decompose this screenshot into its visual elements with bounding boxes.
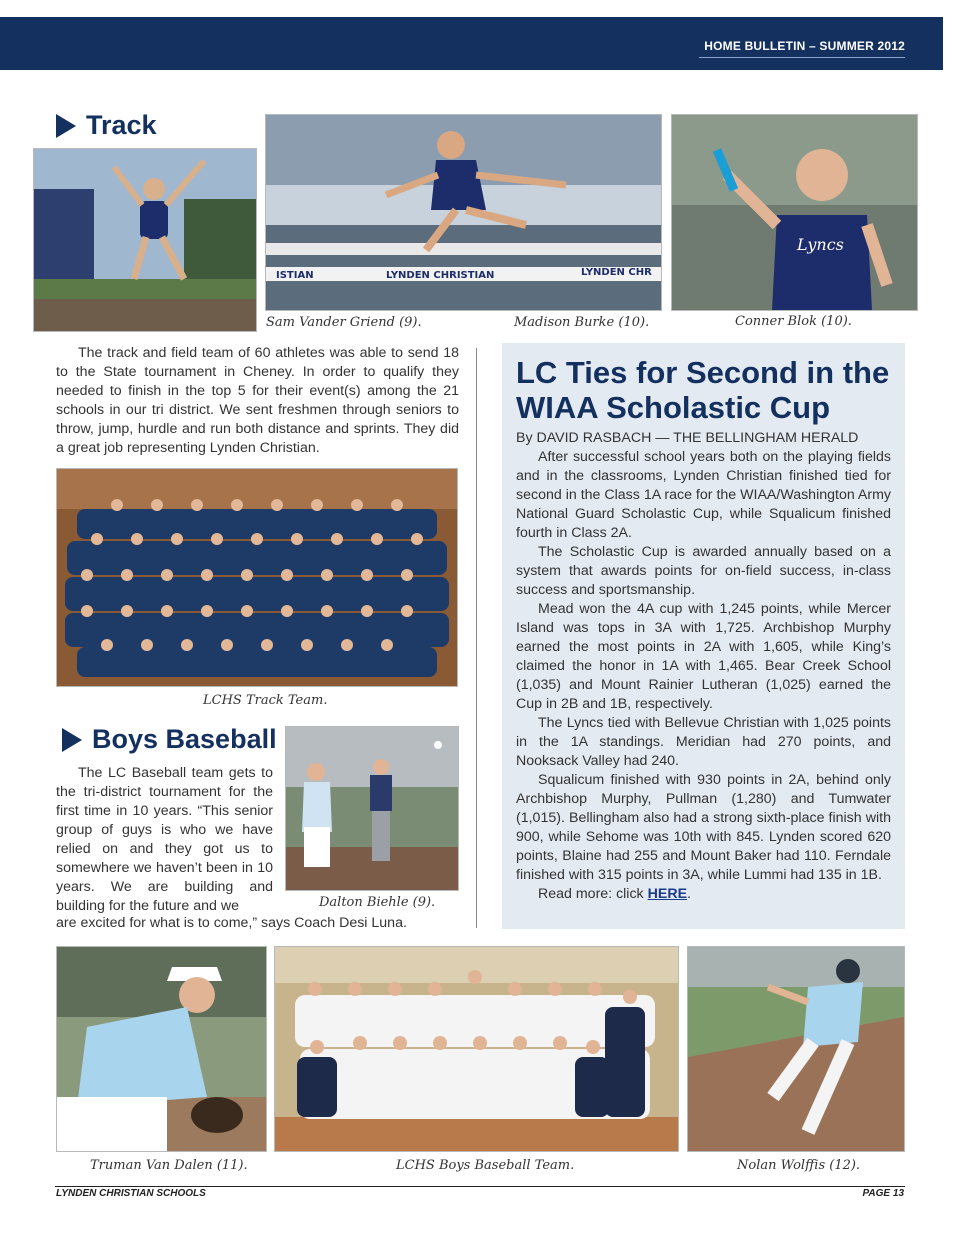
read-more-period: . [687, 886, 691, 902]
caption-track-team: LCHS Track Team. [203, 693, 328, 708]
photo-biehle [285, 726, 459, 891]
header-banner [0, 17, 943, 70]
sidebar-title [516, 355, 896, 425]
baseball-paragraph: The LC Baseball team gets to the tri-district tournament for the first time in 10 years. “This senior group of guys is who we have relied on and they got us to somewhere we haven’t been in 10 years. We are building and building for the future and we [56, 765, 273, 914]
column-divider [476, 348, 477, 928]
sidebar-article [516, 429, 891, 904]
caption-van-dalen: Truman Van Dalen (11). [90, 1158, 248, 1173]
photo-vander-griend [33, 148, 257, 332]
footer-page-number: PAGE 13 [862, 1188, 904, 1199]
baseball-heading [62, 724, 277, 755]
photo-van-dalen [56, 946, 267, 1152]
caption-baseball-team: LCHS Boys Baseball Team. [396, 1158, 575, 1173]
sidebar-paragraph: The Scholastic Cup is awarded annually based on a system that awards points for on-field success, in-class success and sportsmanship. [516, 544, 891, 598]
track-heading [56, 110, 157, 141]
sidebar-title-line2: WIAA Scholastic Cup [516, 390, 831, 425]
svg-text:LYNDEN CHR: LYNDEN CHR [581, 267, 652, 278]
bulletin-title: HOME BULLETIN – SUMMER 2012 [704, 39, 905, 53]
bulletin-underline [699, 57, 905, 58]
caption-burke: Madison Burke (10). [514, 315, 650, 330]
photo-burke [265, 114, 662, 311]
read-more-link[interactable]: HERE [647, 886, 688, 902]
photo-blok [671, 114, 918, 311]
footer-rule [55, 1186, 905, 1187]
sidebar-title-line1: LC Ties for Second in the [516, 355, 890, 390]
scholastic-cup-sidebar [502, 343, 905, 929]
baseball-article [56, 764, 273, 916]
baseball-heading-text: Boys Baseball [92, 724, 277, 754]
sidebar-paragraph: Mead won the 4A cup with 1,245 points, while Mercer Island was tops in 3A with 1,725. Archbishop Murphy earned the most points in 2A with 1,605, while King’s claimed the honor in 1A with 1,465. Bear Creek School (1,035) and Mount Rainier Lutheran (1,025) earned the Cup in 2B and 1B, respectively. [516, 601, 891, 712]
footer-school: LYNDEN CHRISTIAN SCHOOLS [56, 1188, 206, 1199]
photo-baseball-team [274, 946, 679, 1152]
sidebar-paragraph: Squalicum finished with 930 points in 2A, behind only Archbishop Murphy, Pullman (1,280) and Tumwater (1,015). Bellingham also had a strong sixth-place finish with 900, while Sehome was 10th with 845. Lynden scored 620 points, Blaine had 255 and Mount Baker had 110. Ferndale finished with 315 points in 3A, while Lummi had 135 in 1B. [516, 772, 891, 883]
track-paragraph: The track and field team of 60 athletes was able to send 18 to the State tournament in Cheney. In order to qualify they needed to finish in the top 5 for their event(s) among the 21 schools in our tri district. We sent freshmen through seniors to throw, jump, hurdle and run both distance and sprints. They did a great job representing Lynden Christian. [56, 345, 459, 456]
photo-track-team [56, 468, 458, 687]
baseball-article-end: are excited for what is to come,” says Coach Desi Luna. [56, 915, 407, 931]
triangle-bullet-icon [56, 114, 76, 138]
triangle-bullet-icon [62, 728, 82, 752]
read-more-text: Read more: click [538, 886, 644, 902]
read-more [516, 885, 891, 904]
caption-biehle: Dalton Biehle (9). [319, 895, 436, 910]
caption-blok: Conner Blok (10). [735, 314, 852, 329]
svg-text:ISTIAN: ISTIAN [276, 270, 314, 281]
svg-text:Lyncs: Lyncs [797, 235, 844, 254]
track-heading-text: Track [86, 110, 157, 140]
sidebar-paragraph: The Lyncs tied with Bellevue Christian with 1,025 points in the 1A standings. Meridian had 270 points, and Nooksack Valley had 240. [516, 715, 891, 769]
photo-wolffis [687, 946, 905, 1152]
byline: By DAVID RASBACH — THE BELLINGHAM HERALD [516, 430, 859, 446]
caption-vander-griend: Sam Vander Griend (9). [266, 315, 422, 330]
sidebar-paragraph: After successful school years both on the playing fields and in the classrooms, Lynden Christian finished tied for second in the Class 1A race for the WIAA/Washington Army National Guard Scholastic Cup, while Squalicum finished fourth in Class 2A. [516, 449, 891, 541]
svg-text:LYNDEN CHRISTIAN: LYNDEN CHRISTIAN [386, 270, 495, 281]
track-article [56, 344, 459, 458]
caption-wolffis: Nolan Wolffis (12). [737, 1158, 861, 1173]
